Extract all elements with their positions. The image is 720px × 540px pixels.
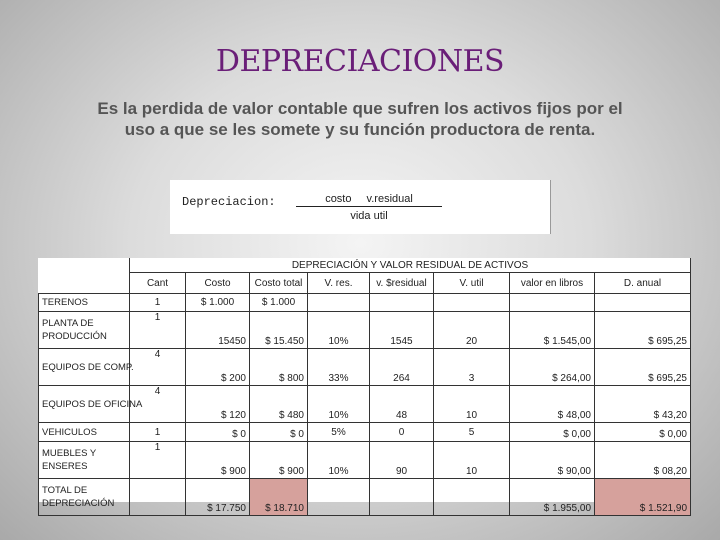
- cell-v-util: 3: [434, 349, 510, 386]
- cell-v-util: 20: [434, 312, 510, 349]
- column-header: V. res.: [308, 273, 370, 294]
- cell-d-anual: $ 0,00: [595, 423, 691, 442]
- row-label: EQUIPOS DE COMP.: [39, 349, 130, 386]
- table-row: [39, 294, 691, 312]
- cell-costo: $ 1.000: [186, 294, 250, 312]
- cell-v-util: [434, 294, 510, 312]
- column-header: valor en libros: [510, 273, 595, 294]
- total-label: TOTAL DE DEPRECIACIÓN: [39, 479, 130, 516]
- page-title: DEPRECIACIONES: [215, 44, 505, 79]
- cell-libros: $ 0,00: [510, 423, 595, 442]
- column-header-blank: [39, 273, 130, 294]
- cell-residual: 48: [370, 386, 434, 423]
- cell-v-util: 10: [434, 386, 510, 423]
- total-v-util: [434, 479, 510, 516]
- cell-costo-total: $ 1.000: [250, 294, 308, 312]
- cell-libros: $ 48,00: [510, 386, 595, 423]
- table-row: [39, 386, 691, 423]
- cell-v-res: [308, 294, 370, 312]
- total-residual: [370, 479, 434, 516]
- column-header: V. util: [434, 273, 510, 294]
- cell-costo: $ 120: [186, 386, 250, 423]
- cell-v-res: 10%: [308, 312, 370, 349]
- formula-numerator-residual: v.residual: [366, 193, 413, 205]
- table-row: [39, 442, 691, 479]
- cell-libros: $ 90,00: [510, 442, 595, 479]
- row-label: EQUIPOS DE OFICINA: [39, 386, 130, 423]
- cell-costo: $ 0: [186, 423, 250, 442]
- formula-numerator-cost: costo: [325, 193, 352, 205]
- table-row: [39, 349, 691, 386]
- cell-libros: $ 1.545,00: [510, 312, 595, 349]
- cell-v-util: 10: [434, 442, 510, 479]
- total-v-res: [308, 479, 370, 516]
- formula-box: [170, 180, 551, 234]
- cell-d-anual: $ 695,25: [595, 312, 691, 349]
- column-header: D. anual: [595, 273, 691, 294]
- column-header: Costo: [186, 273, 250, 294]
- cell-cant: 1: [130, 312, 186, 349]
- cell-cant: 1: [130, 442, 186, 479]
- cell-costo-total: $ 900: [250, 442, 308, 479]
- cell-costo-total: $ 15.450: [250, 312, 308, 349]
- table-total-row: [39, 479, 691, 516]
- cell-costo-total: $ 0: [250, 423, 308, 442]
- row-label: TERENOS: [39, 294, 130, 312]
- total-libros: $ 1.955,00: [510, 479, 595, 516]
- table-row: [39, 423, 691, 442]
- row-label: MUEBLES Y ENSERES: [39, 442, 130, 479]
- column-header-row: [39, 273, 691, 294]
- total-costo-total: $ 18.710: [250, 479, 308, 516]
- cell-v-res: 5%: [308, 423, 370, 442]
- formula-denominator: vida util: [350, 210, 388, 222]
- formula-label: Depreciacion:: [182, 195, 276, 209]
- total-d-anual: $ 1.521,90: [595, 479, 691, 516]
- row-label: VEHICULOS: [39, 423, 130, 442]
- corner-cell: [39, 258, 130, 273]
- cell-v-res: 10%: [308, 442, 370, 479]
- cell-cant: 4: [130, 349, 186, 386]
- row-label: PLANTA DE PRODUCCIÓN: [39, 312, 130, 349]
- cell-costo: $ 200: [186, 349, 250, 386]
- cell-residual: 90: [370, 442, 434, 479]
- table-caption: DEPRECIACIÓN Y VALOR RESIDUAL DE ACTIVOS: [130, 258, 691, 273]
- cell-d-anual: $ 695,25: [595, 349, 691, 386]
- cell-d-anual: $ 43,20: [595, 386, 691, 423]
- cell-residual: 1545: [370, 312, 434, 349]
- cell-v-res: 33%: [308, 349, 370, 386]
- cell-costo: 15450: [186, 312, 250, 349]
- cell-costo-total: $ 480: [250, 386, 308, 423]
- cell-d-anual: $ 08,20: [595, 442, 691, 479]
- cell-cant: 1: [130, 423, 186, 442]
- cell-residual: [370, 294, 434, 312]
- column-header: Costo total: [250, 273, 308, 294]
- cell-v-res: 10%: [308, 386, 370, 423]
- depreciation-table: [38, 258, 690, 514]
- cell-costo-total: $ 800: [250, 349, 308, 386]
- column-header: v. $residual: [370, 273, 434, 294]
- table-row: [39, 312, 691, 349]
- cell-residual: 0: [370, 423, 434, 442]
- cell-residual: 264: [370, 349, 434, 386]
- cell-cant: 4: [130, 386, 186, 423]
- description-text: Es la perdida de valor contable que sufren los activos fijos por el uso a que se les somete y su función productora de renta.: [97, 99, 623, 139]
- formula-numerator: [296, 193, 442, 207]
- cell-v-util: 5: [434, 423, 510, 442]
- cell-cant: 1: [130, 294, 186, 312]
- total-cant: [130, 479, 186, 516]
- total-costo: $ 17.750: [186, 479, 250, 516]
- column-header: Cant: [130, 273, 186, 294]
- table-caption-row: [39, 258, 691, 273]
- cell-libros: $ 264,00: [510, 349, 595, 386]
- cell-d-anual: [595, 294, 691, 312]
- cell-libros: [510, 294, 595, 312]
- cell-costo: $ 900: [186, 442, 250, 479]
